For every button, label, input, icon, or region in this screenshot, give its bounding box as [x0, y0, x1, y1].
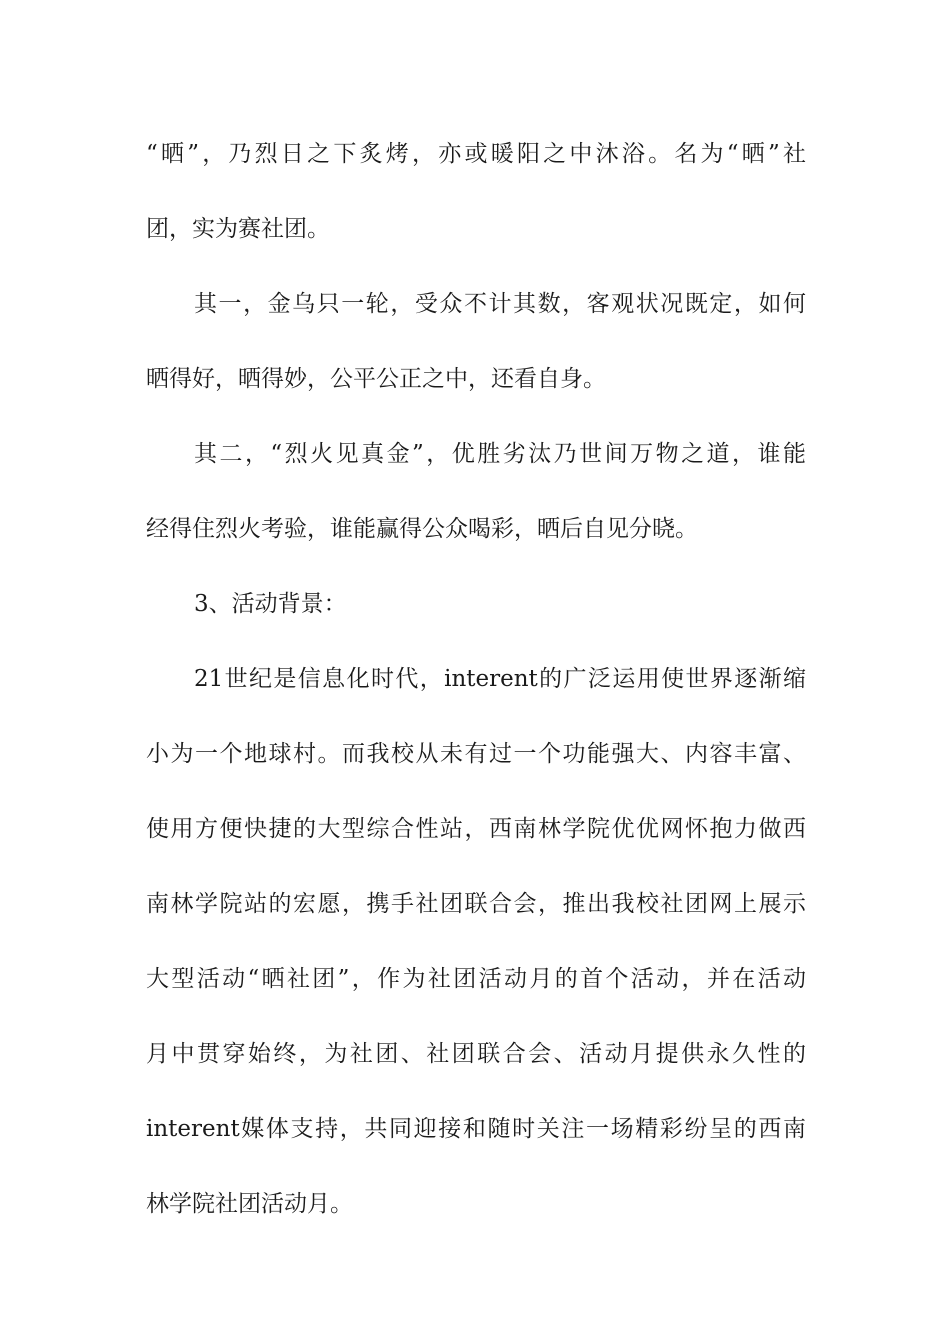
paragraph-line: 小为一个地球村。而我校从未有过一个功能强大、内容丰富、: [146, 741, 806, 767]
paragraph-line: interent媒体支持，共同迎接和随时关注一场精彩纷呈的西南: [146, 1116, 806, 1142]
paragraph-line: 21世纪是信息化时代，interent的广泛运用使世界逐渐缩: [194, 666, 806, 692]
paragraph-line: 团，实为赛社团。: [146, 216, 330, 242]
paragraph-line: 其一，金乌只一轮，受众不计其数，客观状况既定，如何: [194, 291, 806, 317]
paragraph-line: 使用方便快捷的大型综合性站，西南林学院优优网怀抱力做西: [146, 816, 806, 842]
paragraph-line: 晒得好，晒得妙，公平公正之中，还看自身。: [146, 366, 606, 392]
paragraph-line: 林学院社团活动月。: [146, 1191, 353, 1217]
paragraph-line: 月中贯穿始终，为社团、社团联合会、活动月提供永久性的: [146, 1041, 806, 1067]
paragraph-line: 其二，“烈火见真金”，优胜劣汰乃世间万物之道，谁能: [194, 441, 806, 467]
paragraph-line: “晒”，乃烈日之下炙烤，亦或暖阳之中沐浴。名为“晒”社: [146, 141, 806, 167]
section-heading: 3、活动背景：: [194, 591, 347, 617]
paragraph-line: 南林学院站的宏愿，携手社团联合会，推出我校社团网上展示: [146, 891, 806, 917]
paragraph-line: 经得住烈火考验，谁能赢得公众喝彩，晒后自见分晓。: [146, 516, 698, 542]
paragraph-line: 大型活动“晒社团”，作为社团活动月的首个活动，并在活动: [146, 966, 806, 992]
